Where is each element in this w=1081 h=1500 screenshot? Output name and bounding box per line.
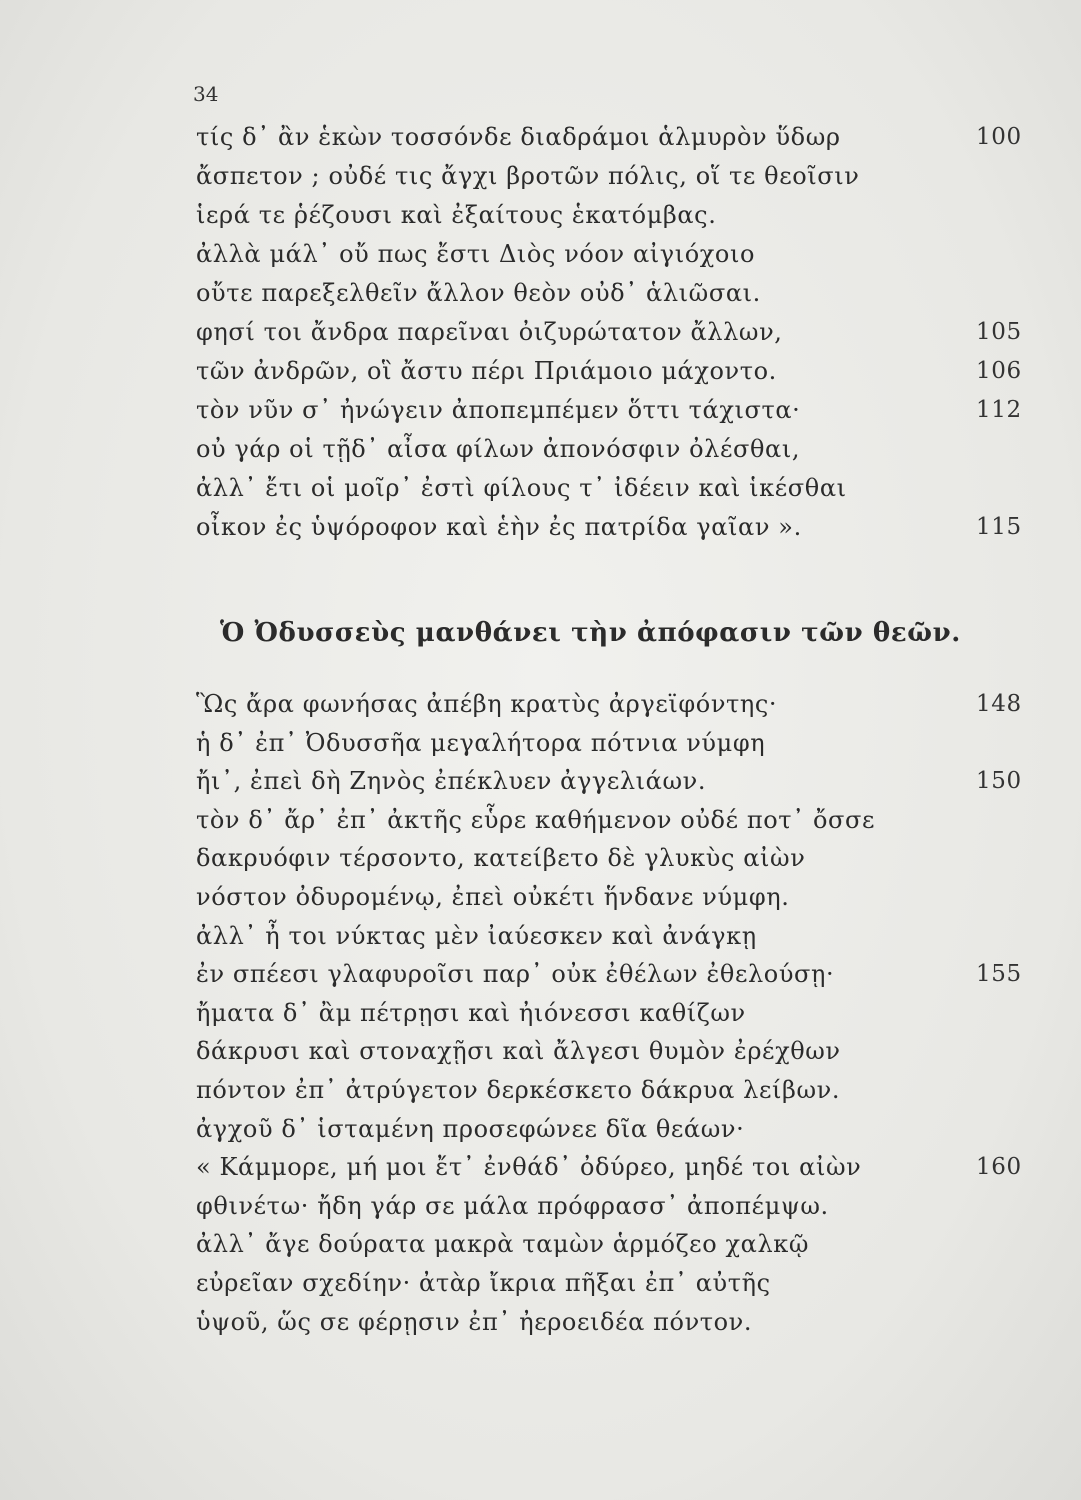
- verse-block-1: [196, 118, 1056, 547]
- line-number: 112: [976, 397, 1022, 423]
- verse-text: οὐ γάρ οἱ τῇδ᾽ αἶσα φίλων ἀπονόσφιν ὀλέσθαι,: [196, 435, 801, 463]
- line-number: 105: [976, 319, 1022, 345]
- verse-text: ἀγχοῦ δ᾽ ἱσταμένη προσεφώνεε δῖα θεάων·: [196, 1114, 745, 1143]
- verse-text: ἀλλ᾽ ἄγε δούρατα μακρὰ ταμὼν ἁρμόζεο χαλκῷ: [196, 1230, 810, 1259]
- verse-line: [196, 1225, 1056, 1264]
- verse-line: [196, 1071, 1056, 1110]
- verse-text: ἄσπετον ; οὐδέ τις ἄγχι βροτῶν πόλις, οἵ τε θεοῖσιν: [196, 162, 860, 190]
- verse-text: ὑψοῦ, ὥς σε φέρῃσιν ἐπ᾽ ἠεροειδέα πόντον.: [196, 1307, 753, 1336]
- verse-line: [196, 917, 1056, 956]
- line-number: 155: [976, 961, 1022, 988]
- verse-text: εὐρεῖαν σχεδίην· ἀτὰρ ἴκρια πῆξαι ἐπ᾽ αὐτῆς: [196, 1268, 771, 1297]
- section-heading: Ὁ Ὀδυσσεὺς μανθάνει τὴν ἀπόφασιν τῶν θεῶν.: [220, 618, 961, 648]
- verse-line: [196, 1148, 1056, 1187]
- verse-text: οἶκον ἐς ὑψόροφον καὶ ἑὴν ἐς πατρίδα γαῖαν ».: [196, 513, 802, 541]
- verse-line: [196, 235, 1056, 274]
- verse-text: τῶν ἀνδρῶν, οἳ ἄστυ πέρι Πριάμοιο μάχοντο.: [196, 357, 777, 385]
- verse-line: [196, 118, 1056, 157]
- verse-line: [196, 724, 1056, 763]
- verse-text: οὔτε παρεξελθεῖν ἄλλον θεὸν οὐδ᾽ ἁλιῶσαι.: [196, 279, 761, 307]
- verse-text: ἤματα δ᾽ ἂμ πέτρῃσι καὶ ἠιόνεσσι καθίζων: [196, 998, 746, 1027]
- line-number: 106: [976, 358, 1022, 384]
- verse-line: [196, 1032, 1056, 1071]
- verse-text: φησί τοι ἄνδρα παρεῖναι ὀιζυρώτατον ἄλλων,: [196, 318, 783, 346]
- verse-line: [196, 469, 1056, 508]
- verse-line: [196, 157, 1056, 196]
- verse-line: [196, 1187, 1056, 1226]
- verse-text: ἱερά τε ῥέζουσι καὶ ἐξαίτους ἑκατόμβας.: [196, 201, 717, 229]
- verse-line: [196, 196, 1056, 235]
- verse-line: [196, 955, 1056, 994]
- verse-line: [196, 313, 1056, 352]
- page-number: 34: [193, 82, 219, 106]
- verse-line: [196, 1264, 1056, 1303]
- verse-line: [196, 430, 1056, 469]
- verse-text: φθινέτω· ἤδη γάρ σε μάλα πρόφρασσ᾽ ἀποπέμψω.: [196, 1191, 829, 1220]
- verse-line: [196, 352, 1056, 391]
- verse-line: [196, 274, 1056, 313]
- verse-block-2: [196, 685, 1056, 1341]
- verse-text: ἐν σπέεσι γλαφυροῖσι παρ᾽ οὐκ ἐθέλων ἐθελούσῃ·: [196, 960, 835, 989]
- line-number: 160: [976, 1154, 1022, 1181]
- verse-line: [196, 1110, 1056, 1149]
- verse-line: [196, 685, 1056, 724]
- verse-text: τὸν δ᾽ ἄρ᾽ ἐπ᾽ ἀκτῆς εὗρε καθήμενον οὐδέ ποτ᾽ ὄσσε: [196, 805, 876, 834]
- verse-text: Ὣς ἄρα φωνήσας ἀπέβη κρατὺς ἀργεϊφόντης·: [196, 690, 778, 718]
- verse-line: [196, 508, 1056, 547]
- line-number: 100: [976, 124, 1022, 150]
- verse-text: ἀλλὰ μάλ᾽ οὔ πως ἔστι Διὸς νόον αἰγιόχοιο: [196, 240, 756, 268]
- verse-text: ἀλλ᾽ ἦ τοι νύκτας μὲν ἰαύεσκεν καὶ ἀνάγκῃ: [196, 921, 757, 950]
- verse-text: ἡ δ᾽ ἐπ᾽ Ὀδυσσῆα μεγαλήτορα πότνια νύμφη: [196, 728, 766, 757]
- verse-line: [196, 762, 1056, 801]
- verse-text: « Κάμμορε, μή μοι ἔτ᾽ ἐνθάδ᾽ ὀδύρεο, μηδέ τοι αἰὼν: [196, 1153, 862, 1182]
- verse-line: [196, 994, 1056, 1033]
- verse-text: ἀλλ᾽ ἔτι οἱ μοῖρ᾽ ἐστὶ φίλους τ᾽ ἰδέειν καὶ ἱκέσθαι: [196, 474, 847, 502]
- verse-text: πόντον ἐπ᾽ ἀτρύγετον δερκέσκετο δάκρυα λείβων.: [196, 1075, 841, 1104]
- verse-text: νόστον ὀδυρομένῳ, ἐπεὶ οὐκέτι ἥνδανε νύμφη.: [196, 882, 790, 911]
- verse-text: δάκρυσι καὶ στοναχῇσι καὶ ἄλγεσι θυμὸν ἐρέχθων: [196, 1037, 841, 1066]
- verse-text: ἤι᾽, ἐπεὶ δὴ Ζηνὸς ἐπέκλυεν ἀγγελιάων.: [196, 767, 707, 796]
- line-number: 150: [976, 768, 1022, 795]
- verse-line: [196, 1303, 1056, 1342]
- verse-line: [196, 801, 1056, 840]
- verse-line: [196, 839, 1056, 878]
- line-number: 115: [976, 514, 1022, 540]
- verse-line: [196, 391, 1056, 430]
- verse-text: τίς δ᾽ ἂν ἑκὼν τοσσόνδε διαδράμοι ἁλμυρὸν ὕδωρ: [196, 123, 841, 151]
- verse-text: δακρυόφιν τέρσοντο, κατείβετο δὲ γλυκὺς αἰὼν: [196, 844, 806, 873]
- line-number: 148: [976, 691, 1022, 717]
- verse-line: [196, 878, 1056, 917]
- verse-text: τὸν νῦν σ᾽ ἠνώγειν ἀποπεμπέμεν ὅττι τάχιστα·: [196, 396, 801, 424]
